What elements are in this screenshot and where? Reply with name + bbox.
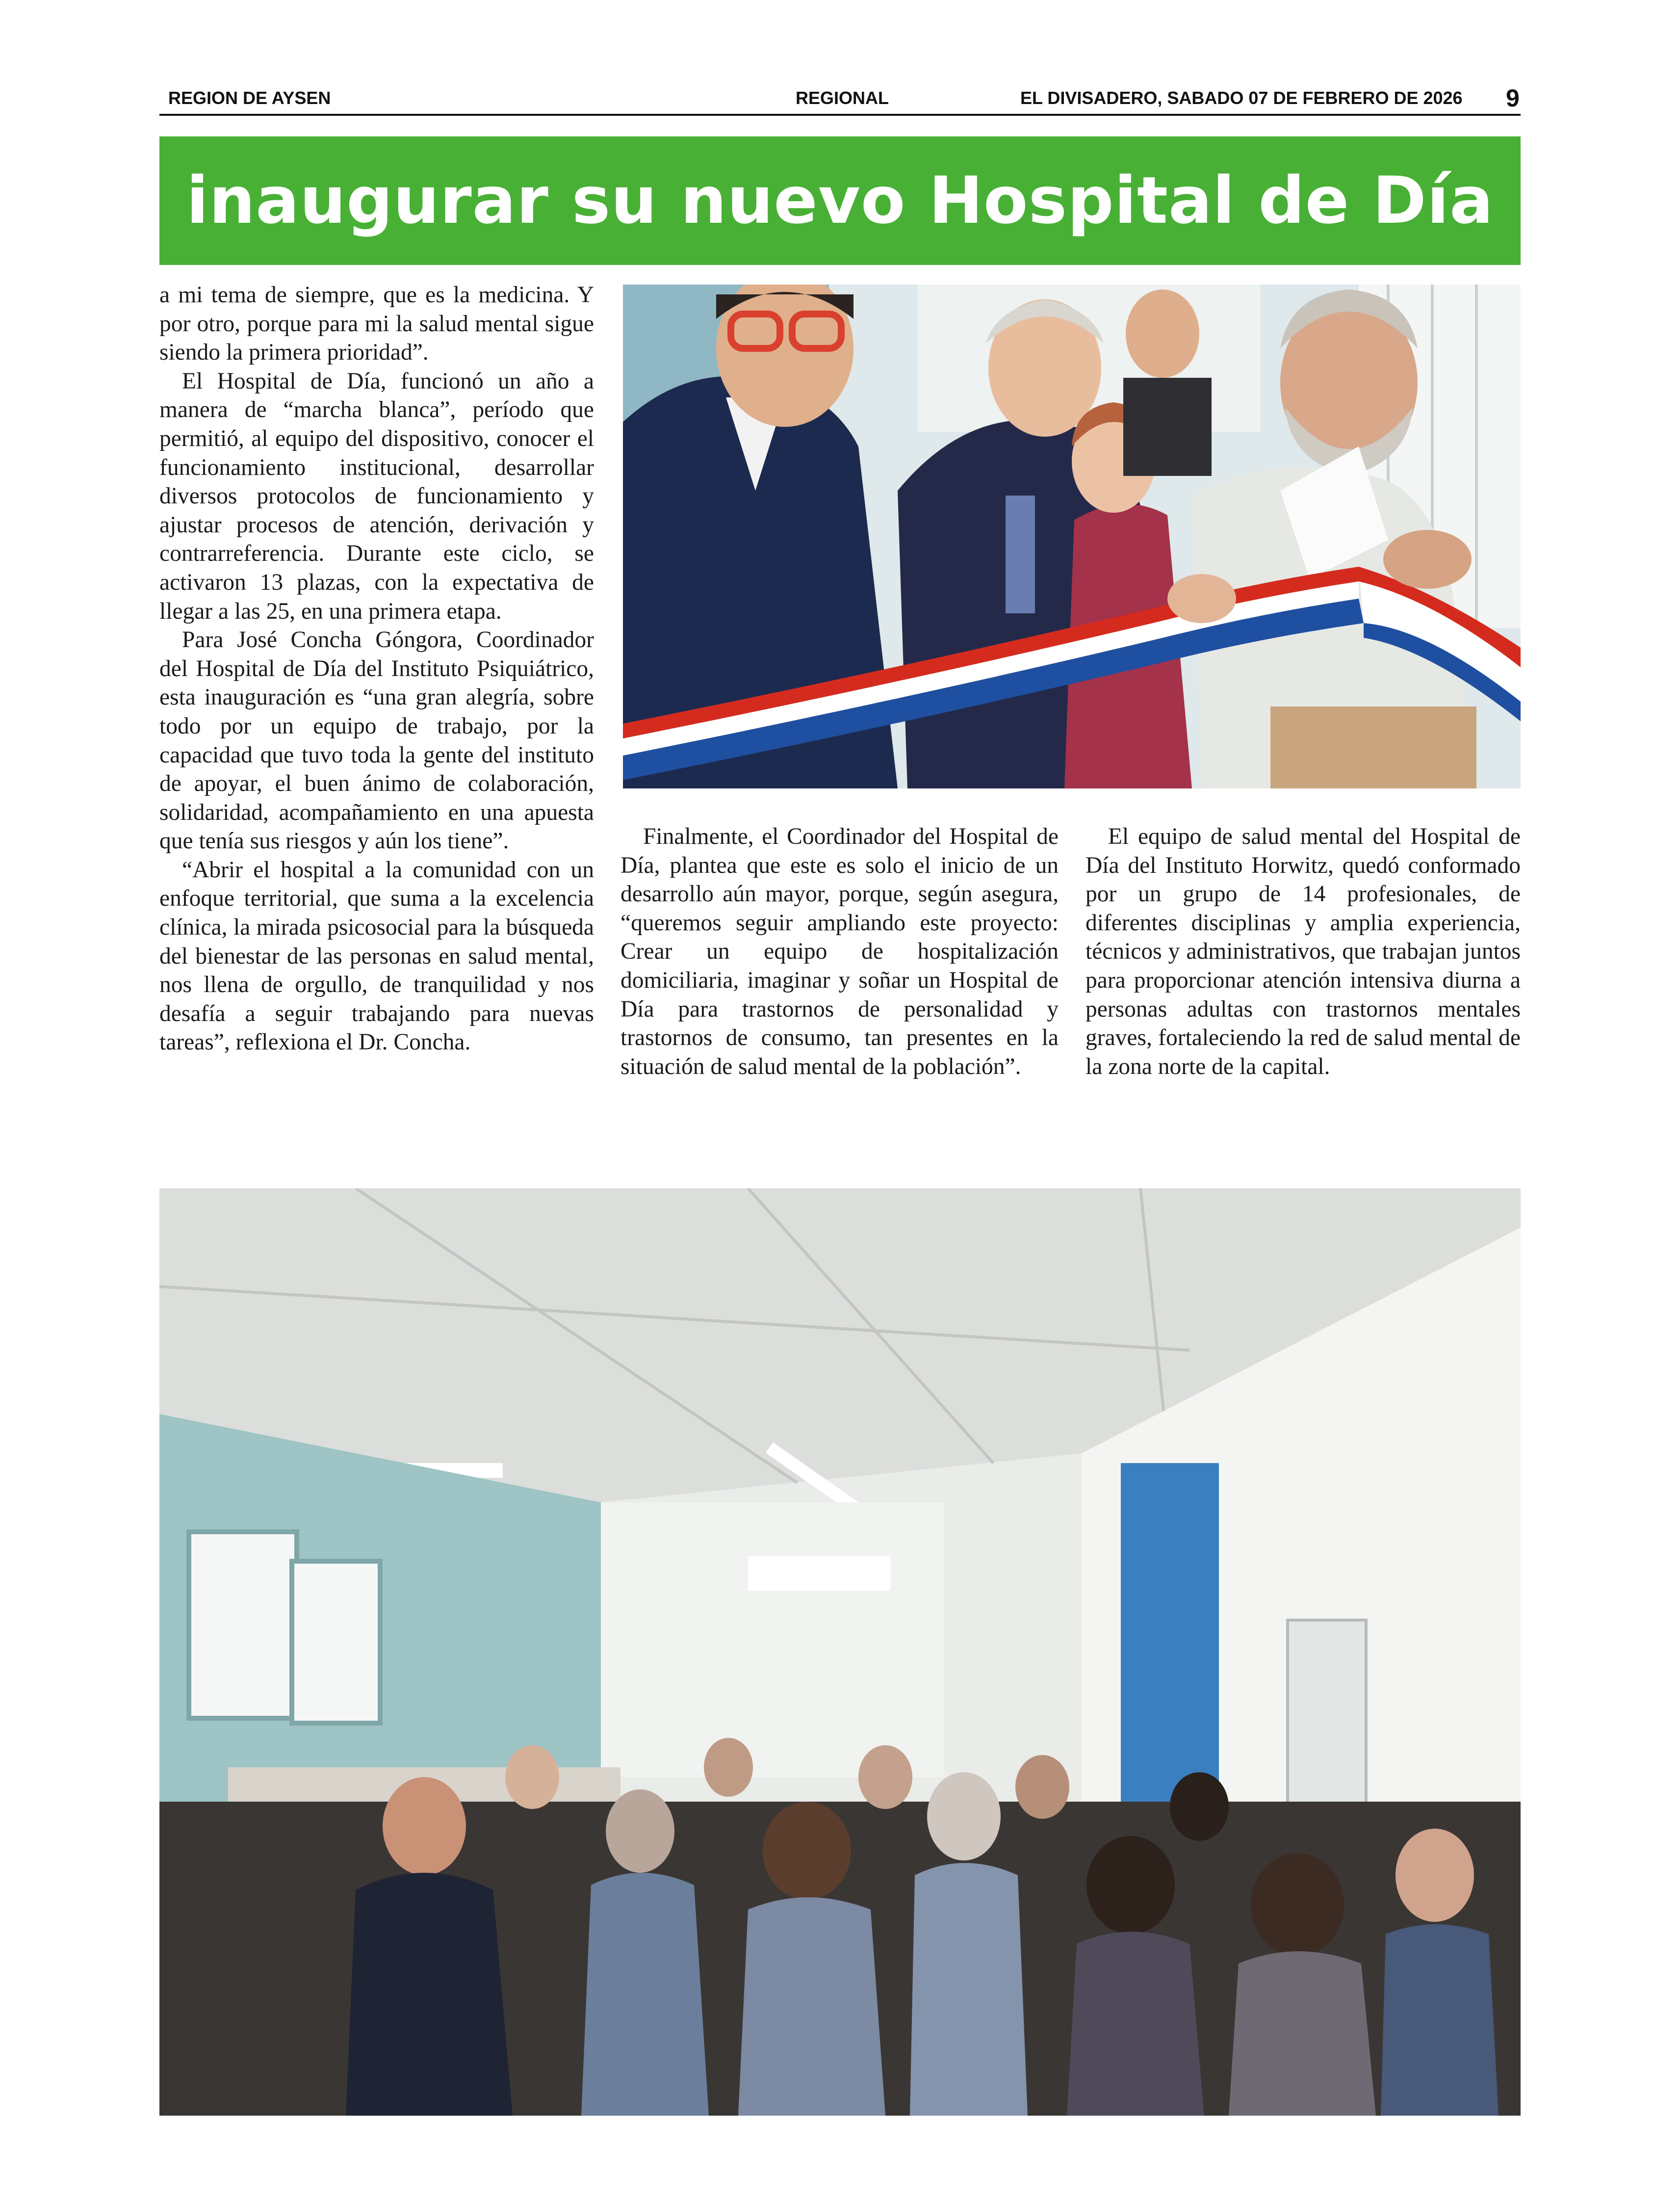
paragraph: “Abrir el hospital a la comunidad con un enfoque territorial, que suma a la excelencia clínica, la mirada psicosocial para la búsqueda del bienestar de las personas en salud mental, nos llena de orgullo, de tranquilidad y nos desafía a seguir trabajando para nuevas tareas”, reflexiona el Dr. Concha. <box>159 857 594 1055</box>
hospital-crowd-photo <box>159 1188 1521 2116</box>
paragraph: a mi tema de siempre, que es la medicina. Y por otro, porque para mi la salud mental sigue siendo la primera prioridad”. <box>159 282 594 366</box>
paragraph: Finalmente, el Coordinador del Hospital de Día, plantea que este es solo el inicio de un desarrollo aún mayor, porque, según asegura, “queremos seguir ampliando este proyecto: Crear un equipo de hospitalización domiciliaria, imaginar y soñar un Hospital de Día para trastornos de personalidad y trastornos de consumo, tan presentes en la situación de salud mental de la población”. <box>620 824 1059 1079</box>
paragraph: El Hospital de Día, funcionó un año a manera de “marcha blanca”, período que permitió, al equipo del dispositivo, conocer el funcionamiento institucional, desarrollar diversos protocolos de funcionamiento y ajustar procesos de atención, derivación y contrarreferencia. Durante este ciclo, se activaron 13 plazas, con la expectativa de llegar a las 25, en una primera etapa. <box>159 368 594 624</box>
article-column-left <box>159 281 594 1057</box>
header-rule <box>159 114 1521 116</box>
ribbon-cutting-illustration <box>623 285 1521 788</box>
headline-banner <box>159 136 1521 265</box>
headline: inaugurar su nuevo Hospital de Día <box>186 163 1494 238</box>
article-column-middle <box>620 822 1059 1081</box>
paragraph: Para José Concha Góngora, Coordinador del Hospital de Día del Instituto Psiquiátrico, esta inauguración es “una gran alegría, sobre todo por un equipo de trabajo, por la capacidad que tuvo toda la gente del instituto de apoyar, el buen ánimo de colaboración, solidaridad, acompañamiento en una apuesta que tenía sus riesgos y aún los tiene”. <box>159 627 594 854</box>
section-region: REGION DE AYSEN <box>168 88 331 108</box>
hospital-crowd-illustration <box>159 1188 1521 2116</box>
paragraph: El equipo de salud mental del Hospital de Día del Instituto Horwitz, quedó conformado por un grupo de 14 profesionales, de diferentes disciplinas y amplia experiencia, técnicos y administrativos, que trabajan juntos para proporcionar atención intensiva diurna a personas adultas con trastornos mentales graves, fortaleciendo la red de salud mental de la zona norte de la capital. <box>1086 824 1521 1079</box>
ribbon-cutting-photo <box>623 285 1521 788</box>
dateline: EL DIVISADERO, SABADO 07 DE FEBRERO DE 2026 <box>1020 88 1463 108</box>
article-column-right <box>1086 822 1521 1081</box>
page-number: 9 <box>1506 84 1520 112</box>
section-label: REGIONAL <box>796 88 889 108</box>
